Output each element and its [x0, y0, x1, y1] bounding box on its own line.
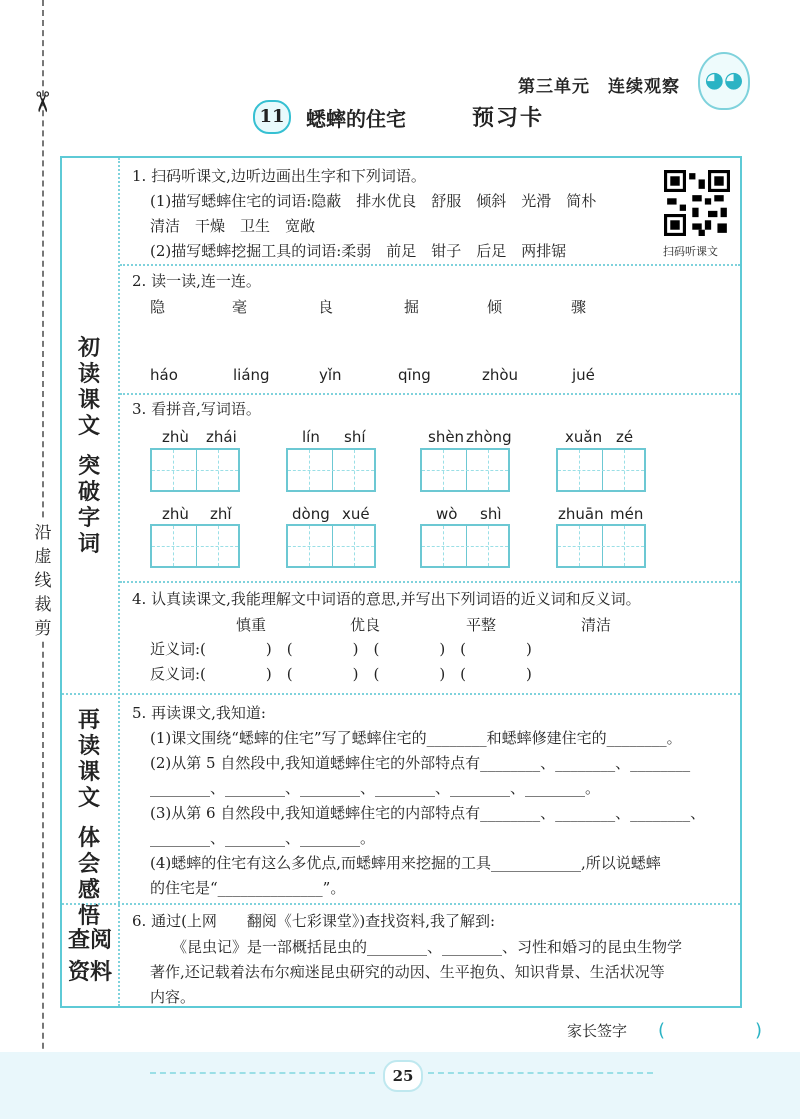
owl-mascot-icon: ◕◕ — [698, 52, 750, 110]
q5-line[interactable]: (4)蟋蟀的住宅有这么多优点,而蟋蟀用来挖掘的工具____________,所以说蟋蟀 — [150, 854, 661, 872]
section-divider — [62, 903, 740, 905]
q3-pinyin: xuǎn — [565, 428, 603, 446]
q4-word: 清洁 — [581, 616, 612, 634]
q1-title: 1. 扫码听课文,边听边画出生字和下列词语。 — [132, 167, 426, 185]
unit-title: 第三单元 连续观察 — [518, 77, 680, 97]
q1-line: 清洁 干燥 卫生 宽敞 — [150, 217, 316, 235]
q5-line[interactable]: (2)从第 5 自然段中,我知道蟋蟀住宅的外部特点有________、________、________ — [150, 754, 691, 772]
writing-box[interactable] — [556, 524, 646, 568]
q3-pinyin: wò — [436, 505, 458, 523]
q3-pinyin: zhù — [162, 428, 189, 446]
row-divider — [120, 264, 740, 266]
lesson-title: 蟋蟀的住宅 — [306, 107, 406, 131]
q3-pinyin: xué — [342, 505, 370, 523]
q2-char: 掘 — [404, 298, 420, 316]
writing-box[interactable] — [286, 448, 376, 492]
q3-pinyin: shèn — [428, 428, 465, 446]
row-divider — [120, 393, 740, 395]
writing-box[interactable] — [420, 448, 510, 492]
q1-line: (2)描写蟋蟀挖掘工具的词语:柔弱 前足 钳子 后足 两排锯 — [150, 242, 567, 260]
q6-title: 6. 通过(上网 翻阅《七彩课堂》)查找资料,我了解到: — [132, 912, 496, 930]
q3-pinyin: zé — [616, 428, 634, 446]
q2-pinyin: liáng — [233, 366, 270, 384]
scissors-icon: ✂ — [25, 90, 59, 114]
section-heading-research: 查 阅 资 料 — [67, 928, 113, 985]
q2-pinyin: yǐn — [319, 366, 342, 384]
section-heading-read: 初 读 课 文 突 破 字 词 — [77, 336, 100, 557]
footer-divider — [428, 1072, 653, 1074]
row-divider — [120, 581, 740, 583]
q2-char: 骤 — [571, 298, 587, 316]
q3-pinyin: zhái — [206, 428, 237, 446]
q3-pinyin: dòng — [292, 505, 330, 523]
q6-line: 内容。 — [150, 988, 196, 1006]
q2-char: 良 — [318, 298, 334, 316]
q3-title: 3. 看拼音,写词语。 — [132, 400, 261, 418]
parent-signature-label: 家长签字 — [567, 1022, 628, 1040]
qr-label: 扫码听课文 — [663, 245, 718, 258]
q5-line[interactable]: (1)课文围绕“蟋蟀的住宅”写了蟋蟀住宅的________和蟋蟀修建住宅的________。 — [150, 729, 682, 747]
cut-label: 沿虚线裁剪 — [31, 521, 55, 641]
q2-pinyin: zhòu — [482, 366, 519, 384]
parent-signature-field[interactable]: ( ) — [658, 1020, 763, 1041]
writing-box[interactable] — [150, 448, 240, 492]
q2-char: 毫 — [232, 298, 248, 316]
q2-pinyin: jué — [572, 366, 595, 384]
q2-title: 2. 读一读,连一连。 — [132, 272, 261, 290]
page-number: 25 — [383, 1060, 423, 1092]
writing-box[interactable] — [286, 524, 376, 568]
lesson-number: 11 — [253, 100, 291, 134]
q4-word: 优良 — [350, 616, 381, 634]
q3-pinyin: shì — [480, 505, 502, 523]
q2-pinyin: háo — [150, 366, 178, 384]
q3-pinyin: zhù — [162, 505, 189, 523]
q3-pinyin: mén — [610, 505, 644, 523]
q2-pinyin: qīng — [398, 366, 431, 384]
section-divider — [62, 693, 740, 695]
q5-line[interactable]: ________、________、________、________、________、________。 — [150, 779, 601, 797]
q5-line[interactable]: 的住宅是“______________”。 — [150, 879, 346, 897]
footer-divider — [150, 1072, 375, 1074]
q3-pinyin: lín — [302, 428, 320, 446]
q3-pinyin: zhòng — [466, 428, 512, 446]
q2-char: 隐 — [150, 298, 166, 316]
q5-line[interactable]: ________、________、________。 — [150, 829, 376, 847]
writing-box[interactable] — [150, 524, 240, 568]
q3-pinyin: zhuān — [558, 505, 604, 523]
q5-line[interactable]: (3)从第 6 自然段中,我知道蟋蟀住宅的内部特点有________、________、________、 — [150, 804, 706, 822]
qr-code[interactable] — [664, 170, 730, 236]
q2-char: 倾 — [487, 298, 503, 316]
q3-pinyin: shí — [344, 428, 366, 446]
q4-word: 平整 — [466, 616, 497, 634]
q4-antonym-row[interactable]: 反义词:( ) ( ) ( ) ( ) — [150, 665, 532, 683]
card-title: 预习卡 — [472, 106, 545, 131]
section-heading-reread: 再 读 课 文 体 会 感 悟 — [77, 708, 100, 929]
q4-word: 慎重 — [236, 616, 267, 634]
q1-line: (1)描写蟋蟀住宅的词语:隐蔽 排水优良 舒服 倾斜 光滑 简朴 — [150, 192, 597, 210]
q4-synonym-row[interactable]: 近义词:( ) ( ) ( ) ( ) — [150, 640, 532, 658]
q6-line[interactable]: 《昆虫记》是一部概括昆虫的________、________、习性和婚习的昆虫生物学 — [172, 938, 683, 956]
q6-line: 著作,还记载着法布尔痴迷昆虫研究的动因、生平抱负、知识背景、生活状况等 — [150, 963, 665, 981]
q5-title: 5. 再读课文,我知道: — [132, 704, 266, 722]
writing-box[interactable] — [420, 524, 510, 568]
q3-pinyin: zhǐ — [210, 505, 232, 523]
q4-title: 4. 认真读课文,我能理解文中词语的意思,并写出下列词语的近义词和反义词。 — [132, 590, 641, 608]
writing-box[interactable] — [556, 448, 646, 492]
